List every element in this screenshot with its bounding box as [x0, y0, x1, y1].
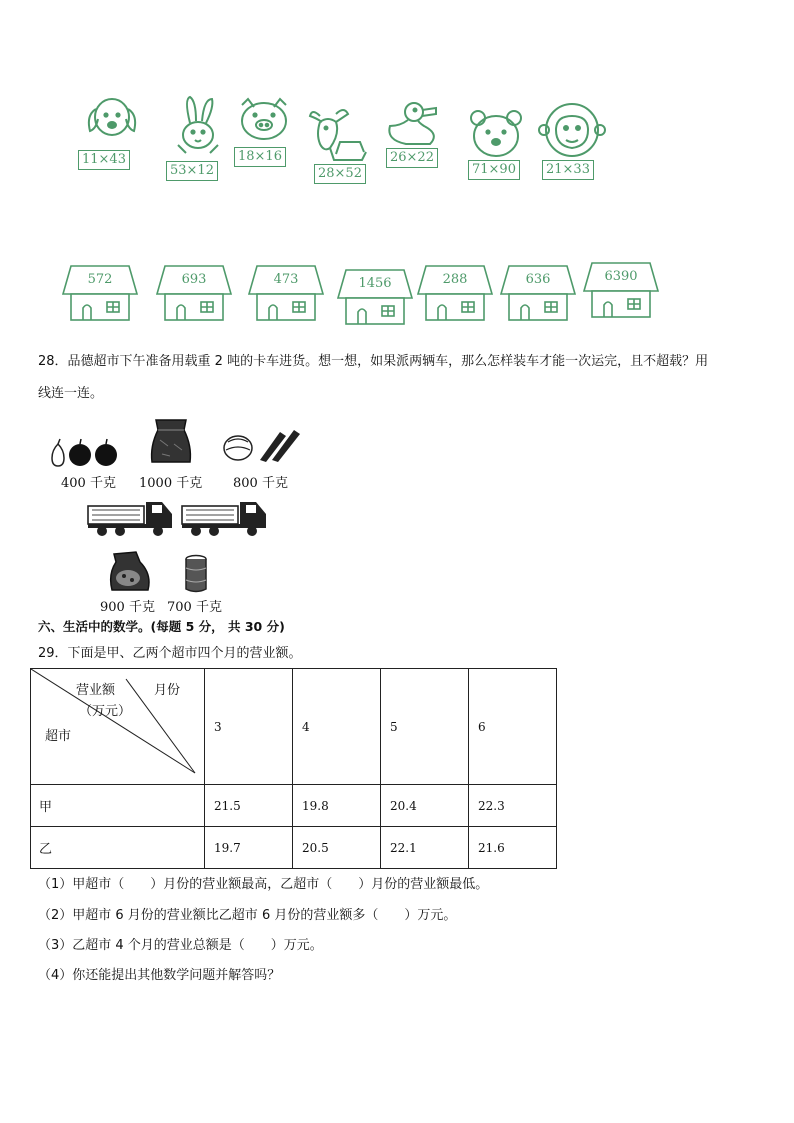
- weight-label-vegetables: 800 千克: [233, 476, 288, 491]
- sub-question-2: （2）甲超市 6 月份的营业额比乙超市 6 月份的营业额多（ ）万元。: [38, 908, 457, 923]
- duck-figure: [384, 100, 448, 165]
- bear-icon: [466, 108, 526, 160]
- fruit-icon: [48, 436, 120, 468]
- question-28-line-1: 28．品德超市下午准备用载重 2 吨的卡车进货。想一想，如果派两辆车，那么怎样装车才能一次运完，且不超载？用: [38, 354, 709, 369]
- house: [582, 261, 660, 319]
- house: [247, 264, 325, 322]
- month-header: 5: [381, 669, 469, 785]
- table-cell: 22.1: [381, 827, 469, 869]
- house-number: 636: [525, 272, 551, 287]
- corner-label-month: 月份: [154, 683, 181, 698]
- animal-label-goat: 28×52: [314, 164, 366, 184]
- month-header: 6: [469, 669, 557, 785]
- month-header: 4: [293, 669, 381, 785]
- table-cell: 20.4: [381, 785, 469, 827]
- corner-label-supermarket: 超市: [45, 729, 72, 744]
- table-cell: 19.7: [205, 827, 293, 869]
- pig-icon: [234, 95, 294, 145]
- sub-question-4: （4）你还能提出其他数学问题并解答吗？: [38, 968, 281, 983]
- month-header: 3: [205, 669, 293, 785]
- coal-sack-icon: [106, 550, 152, 594]
- table-row: [31, 827, 557, 869]
- section-6-title: 六、生活中的数学。(每题 5 分， 共 30 分): [38, 619, 285, 634]
- animal-label-dog: 11×43: [78, 150, 130, 170]
- house: [499, 264, 577, 322]
- table-header-row: [31, 669, 557, 785]
- monkey-figure: [538, 100, 606, 177]
- table-cell: 21.5: [205, 785, 293, 827]
- rabbit-icon: [166, 95, 230, 157]
- weight-label-coal: 900 千克: [100, 600, 155, 615]
- vegetables-icon: [220, 426, 302, 466]
- house-number: 288: [442, 272, 468, 287]
- goat-icon: [306, 108, 370, 166]
- question-28-line-2: 线连一连。: [38, 386, 104, 401]
- house-number: 693: [181, 272, 207, 287]
- barrel-icon: [184, 554, 208, 594]
- house-number: 473: [273, 272, 299, 287]
- corner-label-unit: （万元）: [79, 704, 132, 719]
- house-number: 1456: [358, 276, 392, 291]
- duck-icon: [384, 100, 448, 148]
- sub-question-1: （1）甲超市（ ）月份的营业额最高，乙超市（ ）月份的营业额最低。: [38, 877, 489, 892]
- weight-label-sack: 1000 千克: [139, 476, 203, 491]
- house: [416, 264, 494, 322]
- goat-figure: [306, 108, 370, 181]
- sales-table: [30, 668, 557, 869]
- corner-label-revenue: 营业额: [76, 683, 116, 698]
- question-29-intro: 29．下面是甲、乙两个超市四个月的营业额。: [38, 646, 302, 661]
- truck-icon[interactable]: [180, 496, 270, 538]
- weight-label-fruit: 400 千克: [61, 476, 116, 491]
- monkey-icon: [538, 100, 606, 162]
- house: [336, 268, 414, 326]
- house: [61, 264, 139, 322]
- house-number: 572: [87, 272, 113, 287]
- row-label-yi: 乙: [31, 827, 205, 869]
- animal-label-bear: 71×90: [468, 160, 520, 180]
- dog-icon: [80, 95, 144, 155]
- table-row: [31, 785, 557, 827]
- dog-figure: [80, 95, 144, 167]
- table-cell: 20.5: [293, 827, 381, 869]
- truck-icon[interactable]: [86, 496, 176, 538]
- table-cell: 22.3: [469, 785, 557, 827]
- animal-label-monkey: 21×33: [542, 160, 594, 180]
- grain-sack-icon: [148, 416, 194, 466]
- animal-label-pig: 18×16: [234, 147, 286, 167]
- bear-figure: [466, 108, 526, 177]
- row-label-jia: 甲: [31, 785, 205, 827]
- table-cell: 21.6: [469, 827, 557, 869]
- sub-question-3: （3）乙超市 4 个月的营业总额是（ ）万元。: [38, 938, 323, 953]
- animal-label-duck: 26×22: [386, 148, 438, 168]
- table-corner-cell: [31, 669, 205, 785]
- rabbit-figure: [166, 95, 230, 178]
- pig-figure: [234, 95, 294, 164]
- house-number: 6390: [604, 269, 638, 284]
- house: [155, 264, 233, 322]
- table-cell: 19.8: [293, 785, 381, 827]
- weight-label-barrel: 700 千克: [167, 600, 222, 615]
- animal-label-rabbit: 53×12: [166, 161, 218, 181]
